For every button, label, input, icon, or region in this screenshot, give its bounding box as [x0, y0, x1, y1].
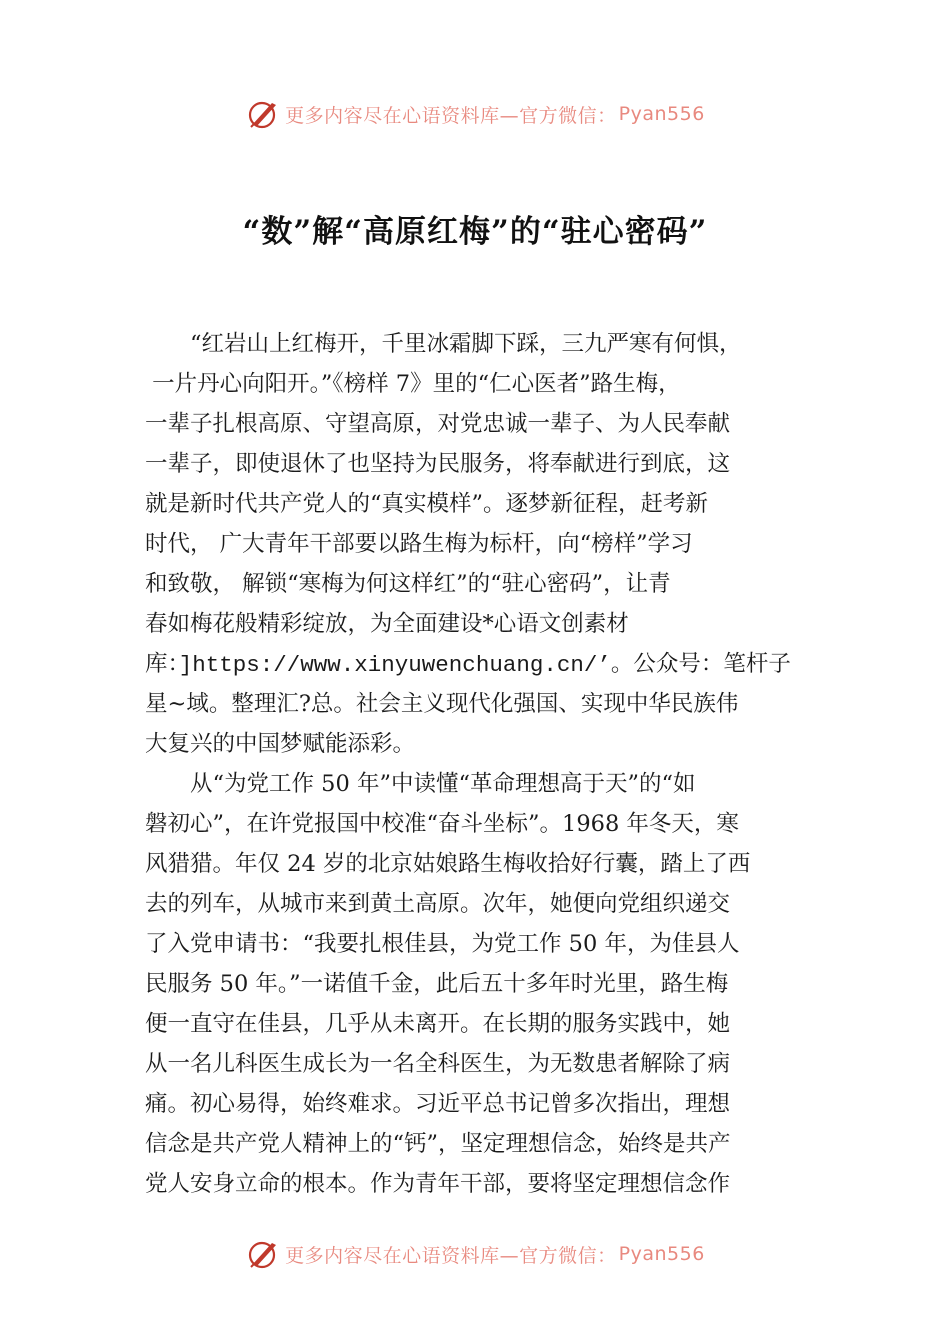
body-line: 党人安身立命的根本。作为青年干部，要将坚定理想信念作 [145, 1171, 731, 1197]
body-line: 一辈子，即使退休了也坚持为民服务，将奉献进行到底，这 [145, 451, 731, 477]
body-line: 从“为党工作 50 年”中读懂“革命理想高于天”的“如 [145, 771, 696, 797]
body-line: 风猎猎。年仅 24 岁的北京姑娘路生梅收拾好行囊，踏上了西 [145, 851, 751, 877]
body-line: 民服务 50 年。”一诺值千金，此后五十多年时光里，路生梅 [145, 971, 729, 997]
body-line: 和致敬， 解锁“寒梅为何这样红”的“驻心密码”，让青 [145, 571, 671, 597]
body-line: 大复兴的中国梦赋能添彩。 [145, 731, 416, 757]
body-line: 从一名儿科医生成长为一名全科医生，为无数患者解除了病 [145, 1051, 731, 1077]
body-line: 就是新时代共产党人的“真实模样”。逐梦新征程，赶考新 [145, 491, 709, 517]
body-line: “红岩山上红梅开，千里冰霜脚下踩，三九严寒有何惧， [145, 331, 742, 357]
body-line: 了入党申请书：“我要扎根佳县，为党工作 50 年，为佳县人 [145, 931, 740, 957]
body-line: 痛。初心易得，始终难求。习近平总书记曾多次指出，理想 [145, 1091, 731, 1117]
body-line: 时代， 广大青年干部要以路生梅为标杆，向“榜样”学习 [145, 531, 693, 557]
watermark-wechat-id: Pyan556 [618, 103, 705, 125]
body-line: 春如梅花般精彩绽放，为全面建设*心语文创素材 [145, 611, 629, 637]
watermark-text: 更多内容尽在心语资料库—官方微信： [285, 1244, 617, 1267]
url-suffix: 。公众号：笔杆子 [610, 651, 791, 677]
body-line: 一片丹心向阳开。”《榜样 7》里的“仁心医者”路生梅， [145, 371, 681, 397]
footer-watermark [0, 1234, 950, 1274]
body-line: 信念是共产党人精神上的“钙”，坚定理想信念，始终是共产 [145, 1131, 731, 1157]
watermark-text: 更多内容尽在心语资料库—官方微信： [285, 104, 617, 127]
pen-logo-icon [245, 96, 281, 132]
header-watermark [0, 94, 950, 134]
body-line: 一辈子扎根高原、守望高原，对党忠诚一辈子、为人民奉献 [145, 411, 731, 437]
body-line: 磐初心”，在许党报国中校准“奋斗坐标”。1968 年冬天，寒 [145, 811, 739, 837]
document-title: “数”解“高原红梅”的“驻心密码” [242, 214, 708, 250]
body-line-url [145, 644, 817, 684]
body-line: 星~域。整理汇?总。社会主义现代化强国、实现中华民族伟 [145, 691, 739, 717]
document-body [145, 324, 817, 1204]
url-prefix: 库： [145, 651, 179, 677]
watermark-wechat-id: Pyan556 [618, 1243, 705, 1265]
body-line: 去的列车，从城市来到黄土高原。次年，她便向党组织递交 [145, 891, 731, 917]
body-line: 便一直守在佳县，几乎从未离开。在长期的服务实践中，她 [145, 1011, 731, 1037]
pen-logo-icon [245, 1236, 281, 1272]
inline-url: ]https://www.xinyuwenchuang.cn/’ [178, 652, 611, 678]
